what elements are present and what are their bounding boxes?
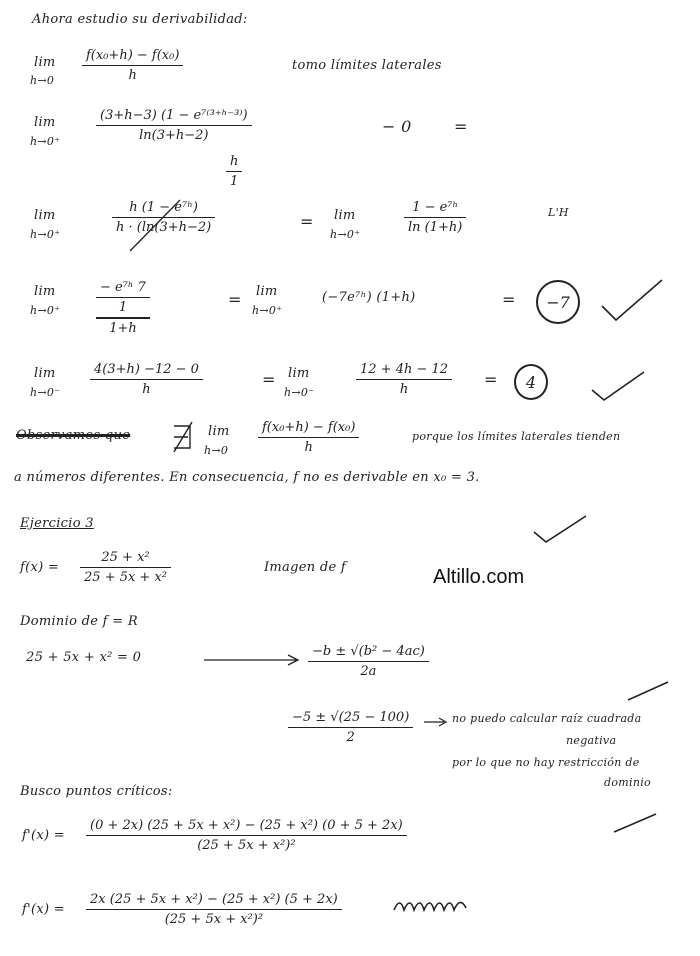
fraction-denominator: 1 — [118, 300, 128, 316]
dq-numerator: f(x₀+h) − f(x₀) — [86, 48, 180, 63]
quadratic-formula — [308, 644, 429, 679]
minus-zero: − 0 — [382, 117, 412, 136]
equals-sign: = — [300, 212, 314, 231]
watermark: Altillo.com — [433, 566, 525, 588]
cancel-strike — [120, 196, 190, 256]
fraction-bar — [82, 65, 183, 66]
lim-sub: h→0 — [30, 74, 55, 87]
arrow-right-icon — [204, 652, 304, 666]
intro-text: Ahora estudio su derivabilidad: — [32, 12, 248, 27]
limit-fraction-2 — [96, 108, 252, 143]
fraction-denominator: 2a — [360, 664, 377, 680]
right-limit-result: −7 — [536, 280, 580, 324]
check-mark-icon — [612, 810, 658, 838]
lim-label: lim — [34, 366, 56, 381]
fraction-numerator: (3+h−3) (1 − e⁷⁽³⁺ʰ⁻³⁾) — [100, 108, 248, 123]
reason-text: porque los límites laterales tienden — [412, 430, 621, 443]
fraction-bar — [356, 379, 452, 380]
exercise-title: Ejercicio 3 — [20, 516, 94, 531]
fraction-denominator: 25 + 5x + x² — [84, 570, 168, 586]
arrow-right-icon — [424, 716, 450, 728]
fraction-bar — [96, 317, 150, 318]
dq-denominator: h — [128, 68, 137, 84]
fraction-bar — [80, 567, 171, 568]
derivative-label: f'(x) = — [22, 902, 65, 917]
lim-sub: h→0⁺ — [252, 304, 283, 317]
lim-label: lim — [256, 284, 278, 299]
fraction-bar — [96, 125, 252, 126]
fraction-numerator: (0 + 2x) (25 + 5x + x²) − (25 + x²) (0 + 5 + 2x) — [90, 818, 403, 833]
lim-label: lim — [34, 208, 56, 223]
fraction-bar — [308, 661, 429, 662]
lim-label: lim — [288, 366, 310, 381]
fraction-numerator: h — [230, 154, 239, 169]
product-expression: (−7e⁷ʰ) (1+h) — [322, 290, 416, 305]
domain-note: no puedo calcular raíz cuadrada — [452, 712, 642, 725]
equals-sign: = — [228, 290, 242, 309]
lim-label: lim — [208, 424, 230, 439]
image-of-f-note: Imagen de f — [264, 560, 346, 575]
fraction-denominator: h — [399, 382, 409, 398]
fraction-numerator: − e⁷ʰ 7 — [100, 280, 146, 295]
difference-quotient — [82, 48, 183, 83]
lim-sub: h→0⁺ — [30, 135, 61, 148]
fraction-bar — [404, 217, 466, 218]
quadratic-calc — [288, 710, 413, 745]
fraction-numerator: 1 − e⁷ʰ — [412, 200, 459, 215]
fraction-denominator: ln(3+h−2) — [139, 128, 209, 144]
scribble-out — [392, 894, 468, 916]
dq-numerator: f(x₀+h) − f(x₀) — [262, 420, 356, 435]
lim-sub: h→0⁻ — [284, 386, 315, 399]
small-fraction — [226, 154, 242, 189]
check-mark-icon — [532, 512, 588, 546]
lim-label: lim — [334, 208, 356, 223]
fraction-bar — [226, 171, 242, 172]
domain-note: negativa — [566, 734, 617, 747]
not-exists-symbol — [170, 420, 196, 454]
derivative-fraction-1 — [86, 818, 407, 853]
check-mark-icon — [590, 368, 646, 404]
fraction-denominator: h — [142, 382, 151, 398]
fraction-bar — [258, 437, 359, 438]
derivative-label: f'(x) = — [22, 828, 65, 843]
lim-label: lim — [34, 284, 56, 299]
lim-label: lim — [34, 55, 56, 70]
fraction-numerator: 25 + x² — [101, 550, 150, 565]
fraction-bar — [86, 909, 342, 910]
function-fraction — [80, 550, 171, 585]
fraction-numerator: 4(3+h) −12 − 0 — [94, 362, 199, 377]
lim-sub: h→0⁻ — [30, 386, 61, 399]
lhopital-note: L'H — [548, 206, 569, 219]
fraction-numerator: 12 + 4h − 12 — [360, 362, 449, 377]
fraction-bar — [90, 379, 203, 380]
fraction-denominator: (25 + 5x + x²)² — [164, 912, 264, 928]
equals-sign: = — [262, 370, 276, 389]
fraction-denominator: (25 + 5x + x²)² — [197, 838, 296, 854]
fraction-denominator: 1+h — [109, 320, 137, 336]
equals-sign: = — [484, 370, 498, 389]
check-mark-icon — [626, 678, 670, 706]
equals-sign: = — [502, 290, 516, 309]
lim-sub: h→0⁺ — [30, 228, 61, 241]
fraction-bar — [86, 835, 407, 836]
fraction-numerator: −5 ± √(25 − 100) — [292, 710, 410, 725]
fraction-numerator: h (1 − e⁷ʰ) — [129, 200, 198, 215]
limit-fraction-5 — [90, 362, 203, 397]
struck-text: Observamos que — [16, 428, 131, 443]
limit-fraction-4 — [96, 280, 150, 336]
function-label: f(x) = — [20, 560, 60, 575]
domain-note: dominio — [604, 776, 651, 789]
fraction-numerator: 2x (25 + 5x + x²) − (25 + x²) (5 + 2x) — [90, 892, 338, 907]
fraction-denominator: ln (1+h) — [408, 220, 463, 236]
conclusion-text: a números diferentes. En consecuencia, f no es derivable en x₀ = 3. — [14, 470, 480, 485]
limit-fraction-3b — [404, 200, 466, 235]
domain-note: por lo que no hay restricción de — [452, 756, 640, 769]
lim-sub: h→0⁺ — [330, 228, 361, 241]
fraction-denominator: h · (ln(3+h−2) — [116, 220, 212, 236]
lim-label: lim — [34, 115, 56, 130]
lim-sub: h→0 — [204, 444, 229, 457]
lim-sub: h→0⁺ — [30, 304, 61, 317]
fraction-denominator: 1 — [230, 174, 239, 190]
left-limit-result: 4 — [514, 364, 548, 400]
difference-quotient — [258, 420, 359, 455]
fraction-numerator: −b ± √(b² − 4ac) — [312, 644, 425, 659]
fraction-bar — [288, 727, 413, 728]
lateral-limits-note: tomo límites laterales — [292, 58, 442, 73]
fraction-bar — [96, 297, 150, 298]
quadratic-equation: 25 + 5x + x² = 0 — [26, 650, 142, 665]
fraction-denominator: 2 — [346, 730, 355, 746]
equals-sign: = — [454, 117, 468, 136]
limit-fraction-5b — [356, 362, 452, 397]
check-mark-icon — [600, 276, 664, 324]
dq-denominator: h — [304, 440, 313, 456]
derivative-fraction-2 — [86, 892, 342, 927]
domain-line: Dominio de f = R — [20, 614, 138, 629]
critical-points-intro: Busco puntos críticos: — [20, 784, 173, 799]
